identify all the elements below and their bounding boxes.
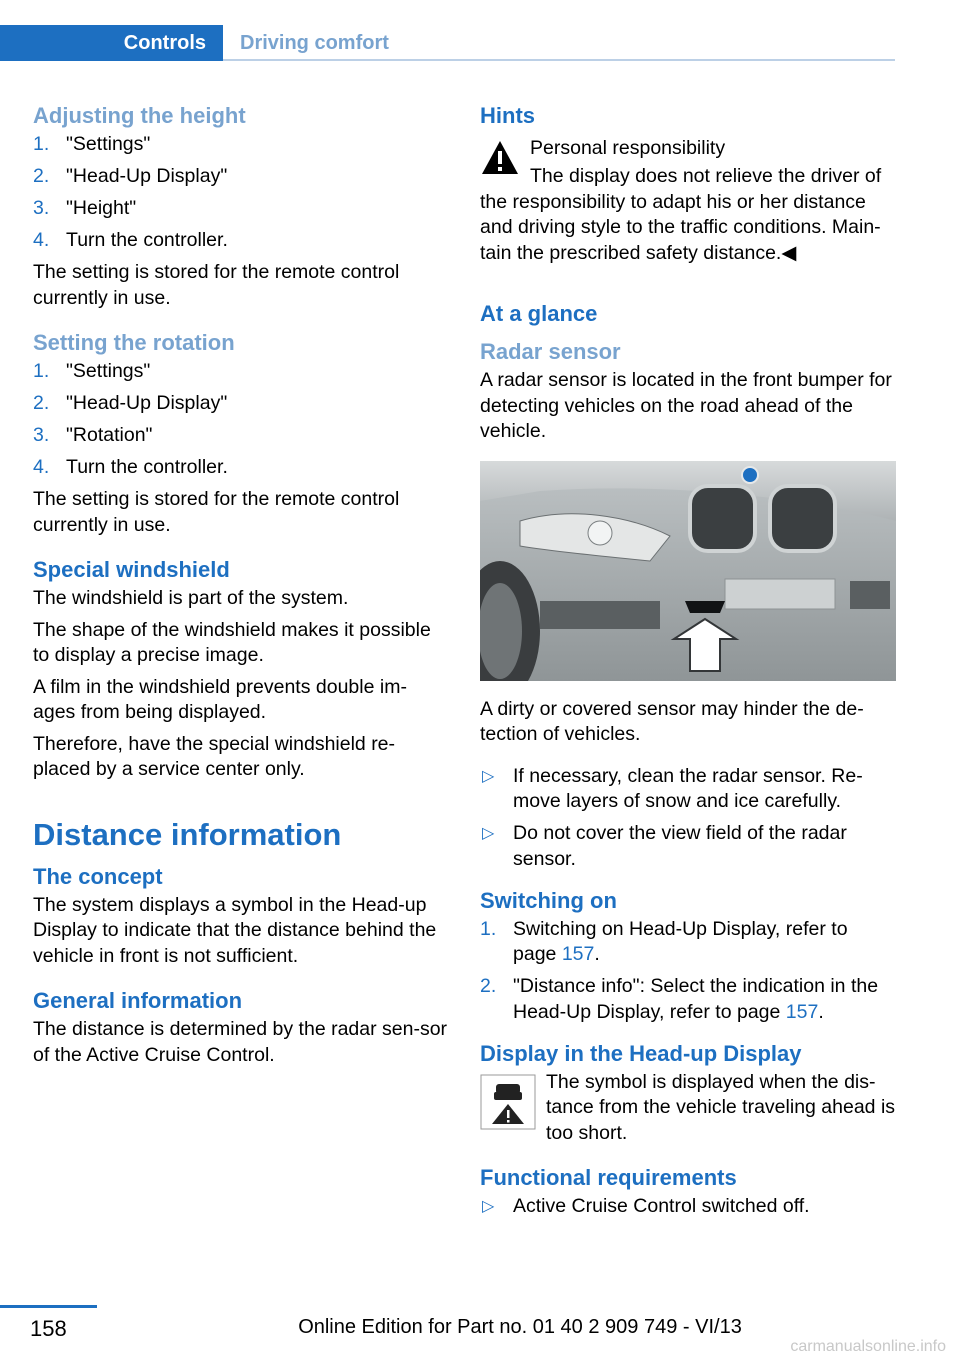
step-number: 3. bbox=[33, 424, 50, 446]
bullet-triangle-icon: ▷ bbox=[482, 767, 495, 785]
list-item bbox=[480, 764, 896, 815]
step-text: Turn the controller. bbox=[66, 456, 228, 478]
switching-steps bbox=[480, 917, 896, 1026]
step-text: "Height" bbox=[66, 197, 137, 219]
step-number: 4. bbox=[33, 456, 50, 478]
switching-on-heading: Switching on bbox=[480, 887, 617, 913]
distance-warning-icon bbox=[480, 1074, 536, 1130]
page-link[interactable]: 157 bbox=[561, 943, 595, 965]
step-number: 1. bbox=[33, 360, 50, 382]
general-info-text: The distance is determined by the radar sen‐sor of the Active Cruise Control. bbox=[33, 1018, 448, 1066]
step-end: . bbox=[594, 943, 600, 965]
list-item bbox=[480, 917, 896, 968]
requirements-bullets bbox=[480, 1194, 896, 1220]
windshield-p4: Therefore, have the special windshield re‐placed by a service center only. bbox=[33, 732, 396, 780]
rotation-note: The setting is stored for the remote control currently in use. bbox=[33, 488, 400, 536]
concept-text: The system displays a symbol in the Head-up Display to indicate that the distance behind the vehicle in front is not sufficient. bbox=[33, 893, 437, 967]
sensor-bullets bbox=[480, 764, 896, 873]
general-info-heading: General information bbox=[33, 988, 243, 1013]
step-text: "Distance info": Select the indication in the Head-Up Display, refer to page bbox=[513, 975, 879, 1023]
warning-title: Personal responsibility bbox=[530, 137, 726, 159]
list-item bbox=[33, 423, 449, 449]
step-end: . bbox=[818, 1000, 824, 1023]
radar-sensor-text: A radar sensor is located in the front bumper for detecting vehicles on the road ahead of the vehicle. bbox=[480, 369, 892, 442]
bullet-triangle-icon: ▷ bbox=[482, 1198, 495, 1215]
hints-heading: Hints bbox=[480, 103, 535, 128]
requirements-heading: Functional requirements bbox=[480, 1165, 737, 1190]
windshield-p1: The windshield is part of the system. bbox=[33, 587, 349, 609]
windshield-p2: The shape of the windshield makes it possible to display a precise image. bbox=[33, 618, 431, 666]
step-text: "Settings" bbox=[66, 360, 151, 382]
list-item bbox=[33, 228, 449, 254]
edition-text: Online Edition for Part no. 01 40 2 909 749 - VI/13 bbox=[298, 1316, 742, 1338]
warning-triangle-icon bbox=[480, 138, 520, 178]
step-number: 1. bbox=[480, 917, 497, 940]
distance-info-heading: Distance information bbox=[33, 816, 342, 852]
list-item bbox=[33, 391, 449, 417]
step-number: 1. bbox=[33, 133, 50, 155]
right-column bbox=[480, 100, 896, 1226]
list-item bbox=[33, 132, 449, 158]
watermark: carmanualsonline.info bbox=[790, 1338, 946, 1355]
tab-controls: Controls bbox=[0, 25, 223, 61]
list-item bbox=[480, 1194, 896, 1220]
rotation-steps bbox=[33, 359, 449, 481]
display-text: The symbol is displayed when the dis‐tance from the vehicle traveling ahead is too short. bbox=[546, 1070, 896, 1144]
concept-heading: The concept bbox=[33, 863, 163, 889]
list-item bbox=[33, 455, 449, 481]
step-text: Switching on Head-Up Display, refer to page bbox=[513, 917, 848, 965]
bullet-text: Do not cover the view field of the radar sensor. bbox=[513, 822, 847, 870]
step-number: 3. bbox=[33, 197, 50, 219]
step-number: 4. bbox=[33, 229, 50, 251]
page-header bbox=[0, 25, 895, 61]
list-item bbox=[33, 164, 449, 190]
windshield-heading: Special windshield bbox=[33, 557, 230, 582]
adjust-height-note: The setting is stored for the remote control currently in use. bbox=[33, 261, 400, 309]
left-column bbox=[33, 100, 449, 1068]
step-text: Turn the controller. bbox=[66, 229, 228, 251]
at-a-glance-heading: At a glance bbox=[480, 301, 598, 326]
display-heading: Display in the Head-up Display bbox=[480, 1040, 802, 1066]
bullet-text: If necessary, clean the radar sensor. Re‐move layers of snow and ice carefully. bbox=[513, 764, 863, 812]
header-divider bbox=[223, 59, 895, 61]
step-number: 2. bbox=[33, 392, 50, 414]
page-link[interactable]: 157 bbox=[785, 1000, 819, 1023]
page-number: 158 bbox=[30, 1316, 67, 1341]
radar-sensor-photo bbox=[480, 461, 896, 681]
list-item bbox=[480, 821, 896, 872]
bullet-text: Active Cruise Control switched off. bbox=[513, 1195, 810, 1217]
tab-driving-comfort: Driving comfort bbox=[240, 31, 389, 54]
rotation-heading: Setting the rotation bbox=[33, 330, 235, 355]
dirty-sensor-text: A dirty or covered sensor may hinder the de‐tection of vehicles. bbox=[480, 697, 864, 745]
list-item bbox=[33, 359, 449, 385]
list-item bbox=[480, 974, 896, 1025]
step-text: "Head-Up Display" bbox=[66, 165, 228, 187]
step-number: 2. bbox=[33, 165, 50, 187]
adjust-height-steps bbox=[33, 132, 449, 254]
list-item bbox=[33, 196, 449, 222]
display-block bbox=[480, 1070, 896, 1147]
warning-text: The display does not relieve the driver of the responsibility to adapt his or her distance and driving style to the traffic conditions. Main‐tain the prescribed safety distance.◀ bbox=[480, 165, 882, 264]
step-text: "Rotation" bbox=[66, 424, 153, 446]
adjust-height-heading: Adjusting the height bbox=[33, 103, 246, 128]
step-text: "Head-Up Display" bbox=[66, 392, 228, 414]
radar-sensor-heading: Radar sensor bbox=[480, 339, 621, 364]
step-text: "Settings" bbox=[66, 133, 151, 155]
step-number: 2. bbox=[480, 975, 497, 997]
bullet-triangle-icon: ▷ bbox=[482, 825, 495, 842]
footer-divider bbox=[0, 1305, 97, 1308]
windshield-p3: A film in the windshield prevents double im‐ages from being displayed. bbox=[33, 675, 407, 723]
